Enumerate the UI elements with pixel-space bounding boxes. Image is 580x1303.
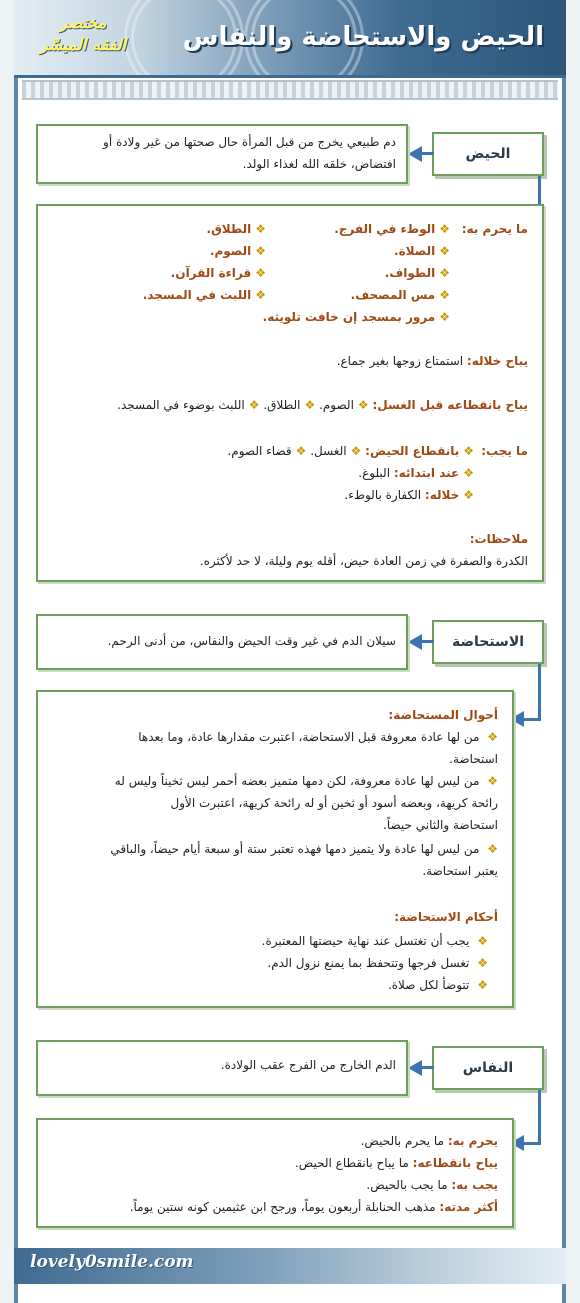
diamond-bullet-icon: ❖ <box>255 288 266 302</box>
diamond-bullet-icon: ❖ <box>439 222 450 236</box>
states-title: أحوال المستحاضة: <box>388 708 498 722</box>
forbidden-item-text: اللبث في المسجد. <box>142 288 252 302</box>
allowed-during-title: يباح خلاله: <box>466 354 528 368</box>
forbidden-item-text: مس المصحف. <box>350 288 436 302</box>
istihada-label-box <box>432 620 544 664</box>
forbidden-item <box>394 244 450 258</box>
connector-line <box>420 152 434 155</box>
haid-label: الحيض <box>465 146 511 162</box>
allowed-after-item: اللبث بوضوء في المسجد. <box>117 398 245 412</box>
forbidden-item-text: مرور بمسجد إن خافت تلويثه. <box>262 310 436 324</box>
obligatory-title: ما يجب: <box>481 444 528 458</box>
allowed-after-item: الطلاق. <box>263 398 301 412</box>
allowed-after-title: يباح بانقطاعه قبل الغسل: <box>372 398 528 412</box>
diamond-bullet-icon: ❖ <box>477 956 488 970</box>
page-title: الحيض والاستحاضة والنفاس <box>182 22 544 52</box>
forbidden-item-text: الوطء في الفرج. <box>334 222 436 236</box>
state-text: استحاضة. <box>449 752 498 766</box>
obligatory-row <box>344 488 474 502</box>
istihada-label: الاستحاضة <box>451 634 525 650</box>
series-badge-line1: مختصر <box>59 13 107 32</box>
istihada-definition: سيلان الدم في غير وقت الحيض والنفاس، من أدنى الرحم. <box>107 634 396 648</box>
state-text: استحاضة والثاني حيضاً. <box>383 818 498 832</box>
state-text: رائحة كريهة، وبعضه أسود أو ثخين أو له رائحة كريهة، اعتبرت الأول <box>170 796 498 810</box>
nifas-row-head: يباح بانقطاعه: <box>412 1156 498 1170</box>
obligatory-head: بانقطاع الحيض: <box>365 444 460 458</box>
connector-line <box>420 1066 434 1069</box>
istihada-details-box <box>36 690 514 1008</box>
state-text: يعتبر استحاضة. <box>422 864 498 878</box>
haid-label-box <box>432 132 544 176</box>
obligatory-row <box>358 466 474 480</box>
nifas-row <box>295 1156 498 1170</box>
state-line <box>115 774 498 788</box>
diamond-bullet-icon: ❖ <box>248 398 260 412</box>
nifas-row <box>361 1134 498 1148</box>
haid-definition-box <box>36 124 408 184</box>
obligatory-item: البلوغ. <box>358 466 391 480</box>
forbidden-item <box>351 288 450 302</box>
diamond-bullet-icon: ❖ <box>463 466 474 480</box>
diamond-bullet-icon: ❖ <box>255 244 266 258</box>
arrow-left-icon <box>408 146 422 162</box>
forbidden-item-text: الصلاة. <box>394 244 436 258</box>
nifas-row <box>366 1178 498 1192</box>
istihada-definition-box <box>36 614 408 670</box>
nifas-definition: الدم الخارج من الفرج عقب الولادة. <box>220 1058 396 1072</box>
series-badge-line2: الفقه الميسّر <box>40 35 127 54</box>
state-text: من ليس لها عادة ولا يتميز دمها فهذه تعتبر ستة أو سبعة أيام حيضاً، والباقي <box>110 842 480 856</box>
nifas-label-box <box>432 1046 544 1090</box>
connector-vertical <box>538 1090 541 1144</box>
nifas-row-head: يجب به: <box>451 1178 498 1192</box>
state-line <box>110 842 498 856</box>
allowed-during-row <box>337 354 528 368</box>
connector-line <box>522 1142 541 1145</box>
arrow-left-icon <box>408 1060 422 1076</box>
nifas-row-text: ما يباح بانقطاع الحيض. <box>294 1156 409 1170</box>
haid-details-box <box>36 204 544 582</box>
forbidden-title: ما يحرم به: <box>461 222 528 236</box>
state-text: من لها عادة معروفة قبل الاستحاضة، اعتبرت مقدارها عادة، وما بعدها <box>138 730 480 744</box>
diamond-bullet-icon: ❖ <box>477 978 488 992</box>
forbidden-item <box>385 266 450 280</box>
diamond-bullet-icon: ❖ <box>439 266 450 280</box>
rule-item <box>388 978 488 992</box>
obligatory-head: عند ابتدائه: <box>393 466 460 480</box>
diamond-bullet-icon: ❖ <box>439 288 450 302</box>
diamond-bullet-icon: ❖ <box>357 398 369 412</box>
forbidden-item-text: قراءة القرآن. <box>170 266 252 280</box>
haid-definition-line2: افتضاض، خلقه الله لغذاء الولد. <box>242 157 396 171</box>
forbidden-item <box>263 310 450 324</box>
connector-vertical <box>538 664 541 720</box>
notes-title: ملاحظات: <box>469 532 528 546</box>
diamond-bullet-icon: ❖ <box>439 310 450 324</box>
diamond-bullet-icon: ❖ <box>487 842 498 856</box>
forbidden-item-text: الطلاق. <box>206 222 252 236</box>
rule-item <box>262 934 488 948</box>
notes-text: الكدرة والصفرة في زمن العادة حيض، أقله يوم وليلة، لا حد لأكثره. <box>199 554 528 568</box>
obligatory-item: الكفارة بالوطء. <box>344 488 422 502</box>
forbidden-item <box>334 222 450 236</box>
diamond-bullet-icon: ❖ <box>255 266 266 280</box>
rule-text: تغسل فرجها وتتحفظ بما يمنع نزول الدم. <box>267 956 470 970</box>
state-line <box>138 730 498 744</box>
diamond-bullet-icon: ❖ <box>477 934 488 948</box>
diamond-bullet-icon: ❖ <box>255 222 266 236</box>
forbidden-item-text: الطواف. <box>384 266 436 280</box>
forbidden-item <box>210 244 266 258</box>
connector-line <box>522 718 541 721</box>
obligatory-row <box>227 444 474 458</box>
allowed-after-item: الصوم. <box>319 398 354 412</box>
nifas-row-text: مذهب الحنابلة أربعون يوماً، ورجح ابن عثيمين كونه ستين يوماً. <box>129 1200 436 1214</box>
diamond-bullet-icon: ❖ <box>487 730 498 744</box>
obligatory-item: قضاء الصوم. <box>227 444 292 458</box>
forbidden-item <box>207 222 266 236</box>
nifas-row-head: أكثر مدته: <box>439 1200 498 1214</box>
nifas-row-text: ما يحرم بالحيض. <box>360 1134 444 1148</box>
forbidden-item <box>171 266 266 280</box>
nifas-row-text: ما يجب بالحيض. <box>366 1178 448 1192</box>
allowed-during-text: استمتاع زوجها بغير جماع. <box>336 354 464 368</box>
series-badge <box>40 12 126 56</box>
haid-definition-line1: دم طبيعي يخرج من قبل المرأة حال صحتها من غير ولادة أو <box>103 135 396 149</box>
diamond-bullet-icon: ❖ <box>350 444 362 458</box>
nifas-row <box>130 1200 498 1214</box>
nifas-label: النفاس <box>462 1060 514 1076</box>
diamond-bullet-icon: ❖ <box>463 444 474 458</box>
forbidden-item-text: الصوم. <box>209 244 252 258</box>
lace-divider <box>22 80 558 100</box>
nifas-details-box <box>36 1118 514 1228</box>
arrow-left-icon <box>408 634 422 650</box>
diamond-bullet-icon: ❖ <box>439 244 450 258</box>
rule-text: تتوضأ لكل صلاة. <box>387 978 470 992</box>
rules-title: أحكام الاستحاضة: <box>394 910 498 924</box>
nifas-row-head: يحرم به: <box>447 1134 498 1148</box>
diamond-bullet-icon: ❖ <box>487 774 498 788</box>
allowed-after-row <box>117 398 528 412</box>
rule-text: يجب أن تغتسل عند نهاية حيضتها المعتبرة. <box>261 934 470 948</box>
connector-line <box>420 640 434 643</box>
diamond-bullet-icon: ❖ <box>463 488 474 502</box>
haid-definition <box>38 126 406 180</box>
state-text: من ليس لها عادة معروفة، لكن دمها متميز بعضه أحمر ليس ثخيناً وليس له <box>114 774 480 788</box>
diamond-bullet-icon: ❖ <box>304 398 316 412</box>
forbidden-item <box>143 288 266 302</box>
page-header <box>14 0 566 78</box>
nifas-definition-box <box>36 1040 408 1096</box>
site-watermark: lovely0smile.com <box>30 1252 194 1272</box>
rule-item <box>267 956 488 970</box>
obligatory-item: الغسل. <box>310 444 347 458</box>
obligatory-head: خلاله: <box>424 488 460 502</box>
diamond-bullet-icon: ❖ <box>295 444 307 458</box>
